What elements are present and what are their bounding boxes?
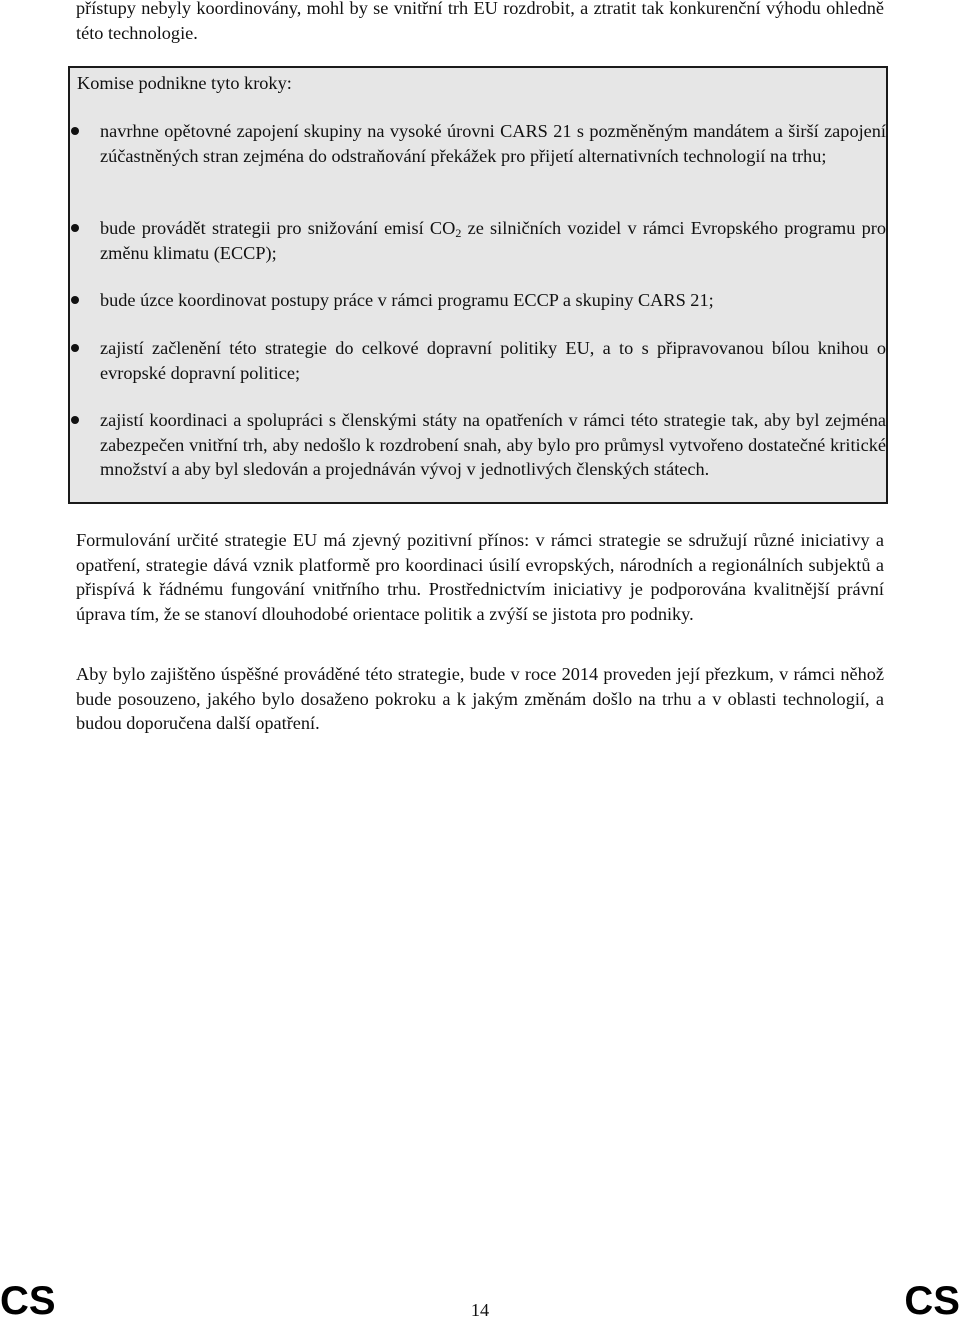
list-item (100, 216, 886, 265)
footer-language-label-left: CS (0, 1279, 56, 1323)
bullet-icon (71, 127, 79, 135)
list-item-text-start: bude provádět strategii pro snižování emisí CO (100, 218, 456, 238)
list-item-text: bude úzce koordinovat postupy práce v rámci programu ECCP a skupiny CARS 21; (100, 290, 714, 310)
bullet-icon (71, 224, 79, 232)
list-item (100, 336, 886, 385)
list-item-text: zajistí koordinaci a spolupráci s členskými státy na opatřeních v rámci této strategie tak, aby byl zejména zabezpečen vnitřní trh, aby nedošlo k rozdrobení snah, aby bylo pro průmysl vytvořeno dostatečné kritické množství a aby byl sledován a projednáván vývoj v jednotlivých členských státech. (100, 410, 886, 480)
page-number: 14 (470, 1300, 490, 1320)
body-paragraph: Aby bylo zajištěno úspěšné prováděné této strategie, bude v roce 2014 proveden její přezkum, v rámci něhož bude posouzeno, jakého bylo dosaženo pokroku a k jakým změnám došlo na trhu a v oblasti technologií, a budou doporučena další opatření. (76, 664, 884, 734)
list-item-text-end: ze silničních vozidel v rámci Evropského programu pro změnu klimatu (ECCP); (100, 218, 886, 263)
footer-language-label-right: CS (904, 1279, 960, 1323)
intro-paragraph: přístupy nebyly koordinovány, mohl by se vnitřní trh EU rozdrobit, a ztratit tak konkurenční výhodu ohledně této technologie. (76, 0, 884, 43)
actions-box-lead: Komise podnikne tyto kroky: (77, 73, 292, 93)
list-item (100, 119, 886, 168)
body-paragraph: Formulování určité strategie EU má zjevný pozitivní přínos: v rámci strategie se sdružují různé iniciativy a opatření, strategie dává vznik platformě pro koordinaci úsilí evropských, národních a regionálních subjektů a přispívá k řádnému fungování vnitřního trhu. Prostřednictvím iniciativy je podporována kvalitnější právní úprava tím, že se stanoví dlouhodobé orientace politik a zvýší se jistota pro podniky. (76, 530, 884, 624)
list-item-text: zajistí začlenění této strategie do celkové dopravní politiky EU, a to s připravovanou bílou knihou o evropské dopravní politice; (100, 338, 886, 383)
subscript: 2 (455, 226, 462, 240)
list-item-text: navrhne opětovné zapojení skupiny na vysoké úrovni CARS 21 s pozměněným mandátem a širší zapojení zúčastněných stran zejména do odstraňování překážek pro přijetí alternativních technologií na trhu; (100, 121, 886, 166)
actions-box (68, 66, 888, 504)
bullet-icon (71, 296, 79, 304)
bullet-icon (71, 416, 79, 424)
bullet-icon (71, 344, 79, 352)
list-item (100, 288, 886, 313)
list-item (100, 408, 886, 482)
